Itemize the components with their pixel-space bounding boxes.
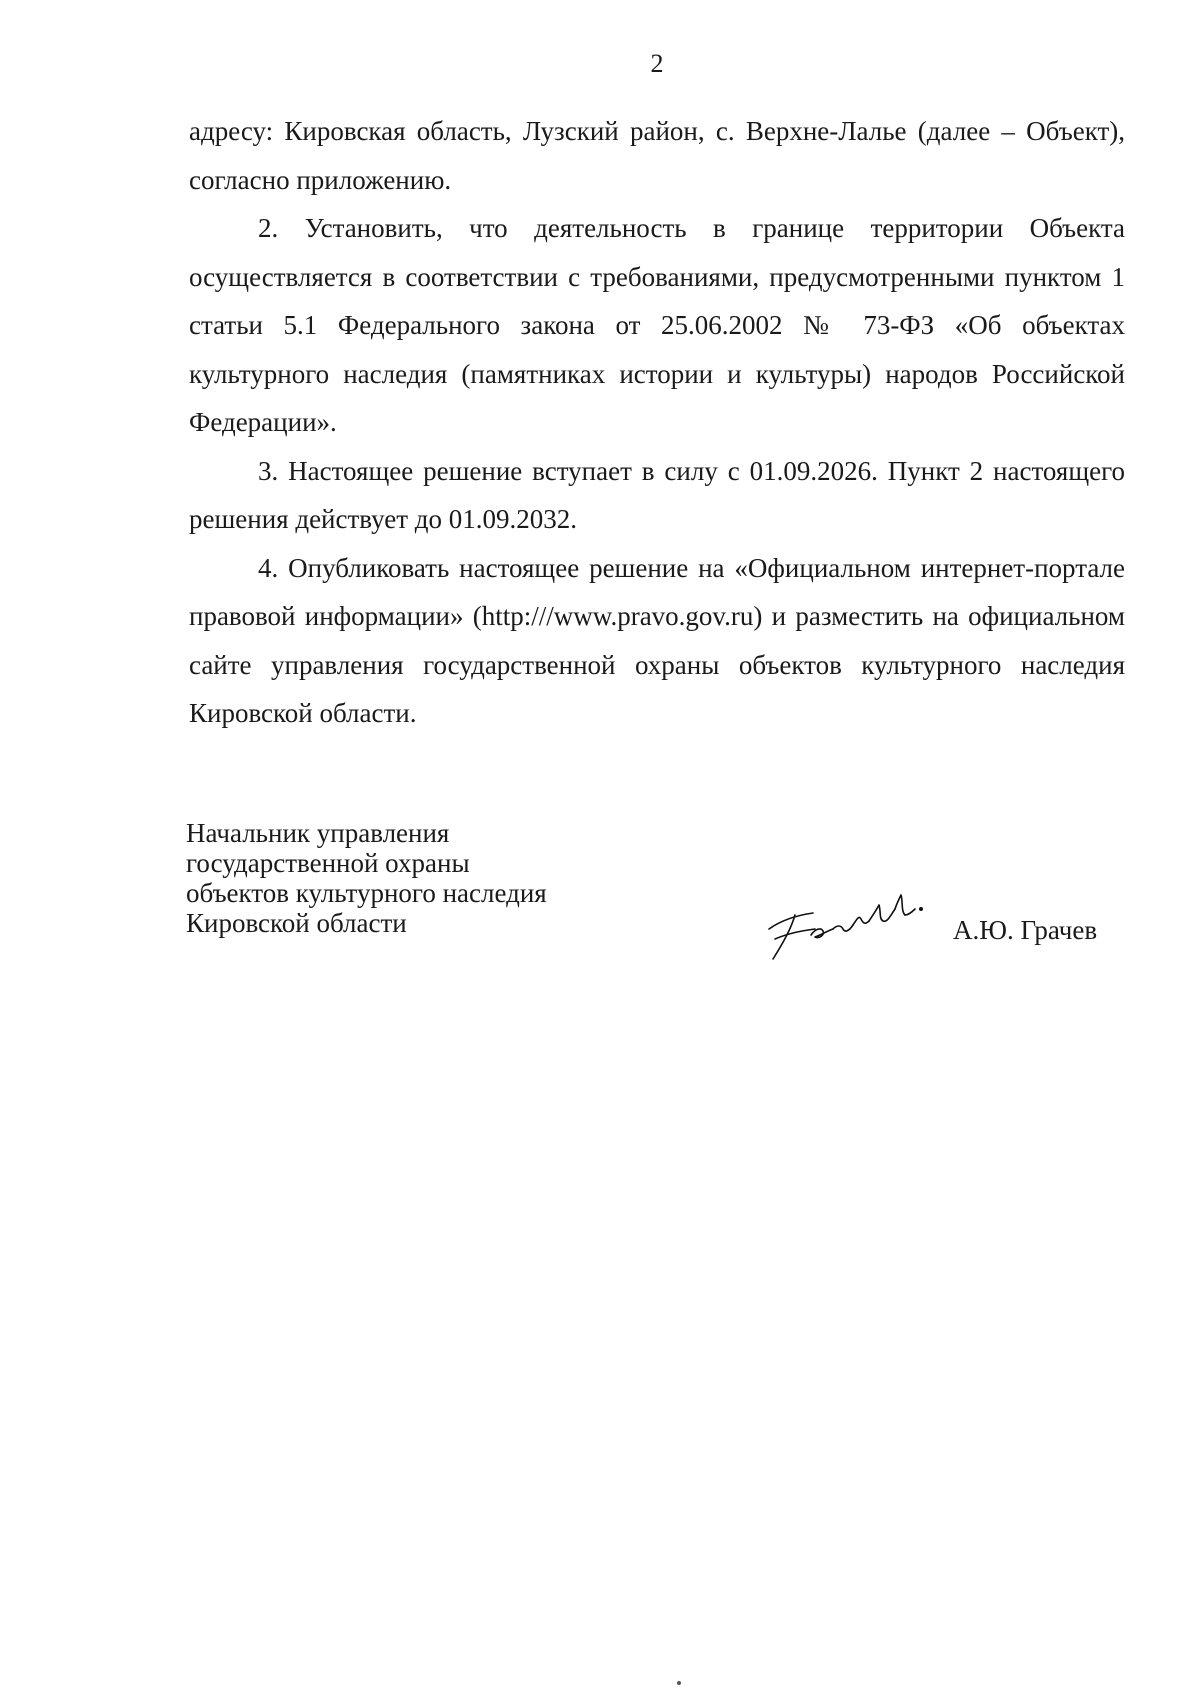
signatory-title-line: Начальник управления [186,818,450,848]
signer-name: А.Ю. Грачев [953,915,1098,945]
signatory-title [186,818,547,938]
page-number: 2 [650,49,664,78]
scan-artifact [677,1681,681,1685]
paragraph-address: адресу: Кировская область, Лузский район, с. Верхне-Лалье (далее – Объект), согласно приложению. [189,116,1125,195]
paragraph-item-4: 4. Опубликовать настоящее решение на «Официальном интернет-портале правовой информации» (http:///www.pravo.gov.ru) и разместить на официальном сайте управления государственной охраны объектов культурного наследия Кировской области. [189,552,1125,728]
signatory-title-line: объектов культурного наследия [186,878,547,908]
signatory-title-line: государственной охраны [186,848,470,878]
paragraph-item-3: 3. Настоящее решение вступает в силу с 01.09.2026. Пункт 2 настоящего решения действует до 01.09.2032. [189,455,1125,534]
signatory-title-line: Кировской области [186,908,407,938]
handwritten-signature [755,885,935,965]
document-body [189,107,1125,738]
paragraph-item-2: 2. Установить, что деятельность в границе территории Объекта осуществляется в соответствии с требованиями, предусмотренными пунктом 1 статьи 5.1 Федерального закона от 25.06.2002 № 73-ФЗ «Об объектах культурного наследия (памятниках истории и культуры) народов Российской Федерации». [189,213,1125,437]
